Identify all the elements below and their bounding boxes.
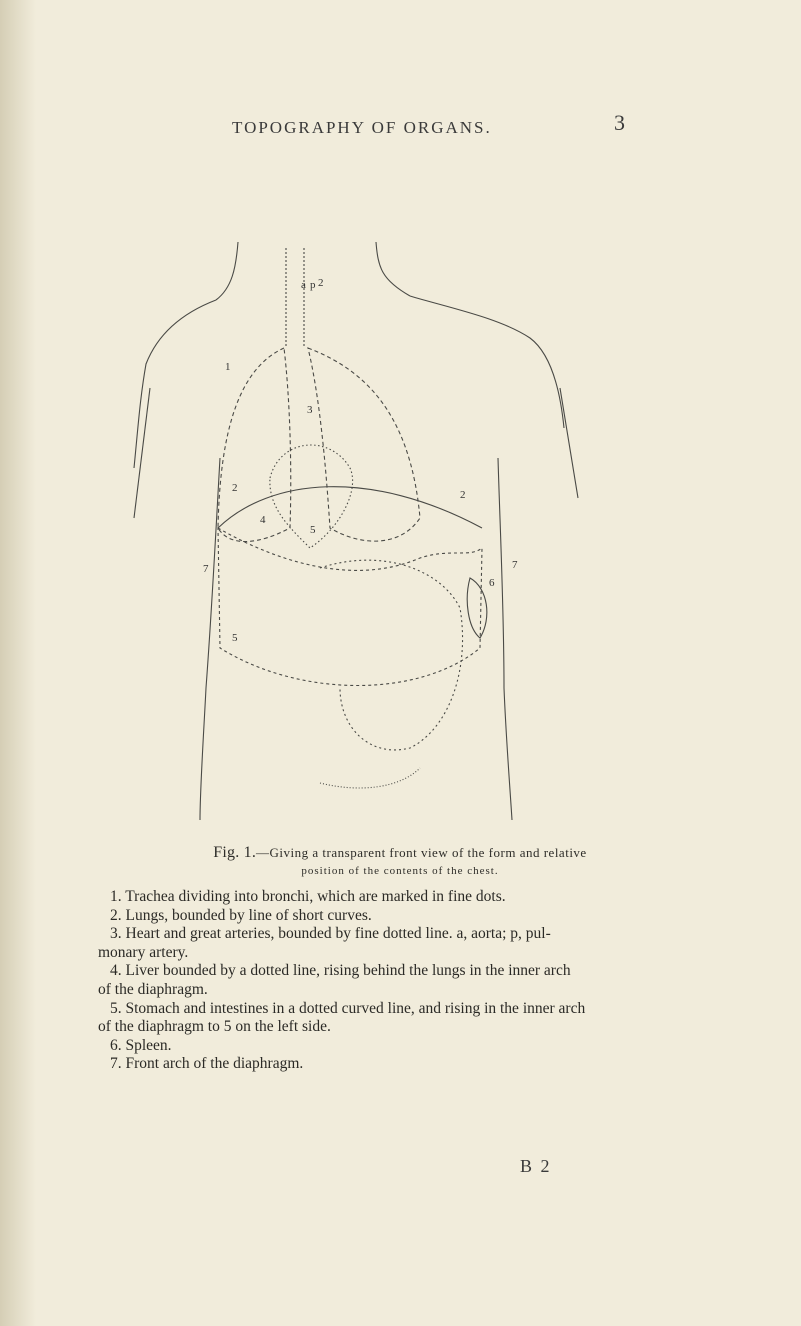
signature-mark: B 2 — [520, 1156, 552, 1176]
legend-text: Heart and great arteries, bounded by fine dotted line. a, aorta; p, pul- — [125, 925, 551, 943]
torso-illustration — [120, 228, 620, 828]
legend-item-7 — [98, 1055, 658, 1074]
liver-outline — [218, 528, 482, 686]
label-6: 6 — [489, 577, 495, 589]
label-4: 4 — [260, 514, 266, 526]
right-shoulder-outline — [410, 296, 564, 428]
label-7-right: 7 — [512, 559, 518, 571]
neck-right-outline — [376, 242, 410, 296]
label-p: p — [310, 279, 316, 291]
anatomical-figure — [120, 228, 620, 828]
diaphragm-arch — [218, 487, 482, 528]
legend-number: 7. — [110, 1055, 122, 1073]
page-edge-shadow — [0, 0, 36, 1326]
neck-left-outline — [216, 242, 238, 300]
right-arm-line — [560, 388, 578, 498]
figure-caption — [100, 844, 700, 880]
label-7-left: 7 — [203, 563, 209, 575]
left-lung-outline — [218, 348, 291, 542]
torso-left-outline — [200, 458, 220, 820]
left-arm-line — [134, 388, 150, 518]
legend-text: Liver bounded by a dotted line, rising behind the lungs in the inner arch — [125, 962, 571, 980]
torso-right-outline — [498, 458, 512, 820]
legend-item-1 — [98, 888, 658, 907]
label-a: a — [301, 279, 306, 291]
legend-item-3 — [98, 925, 658, 944]
legend-item-5-continued: of the diaphragm to 5 on the left side. — [98, 1018, 331, 1036]
label-2-top: 2 — [318, 277, 324, 289]
legend-number: 3. — [110, 925, 122, 943]
legend-text: Front arch of the diaphragm. — [125, 1055, 304, 1073]
label-1: 1 — [225, 361, 231, 373]
legend-number: 2. — [110, 906, 122, 924]
legend-item-4-continued: of the diaphragm. — [98, 980, 208, 998]
label-2-right: 2 — [460, 489, 466, 501]
legend-number: 5. — [110, 999, 122, 1017]
label-3: 3 — [307, 404, 313, 416]
legend-number: 6. — [110, 1036, 122, 1054]
legend-item-3-continued: monary artery. — [98, 943, 189, 961]
caption-line-1: —Giving a transparent front view of the form and relative — [256, 845, 587, 860]
legend-item-5 — [98, 1000, 658, 1019]
page-number: 3 — [614, 110, 625, 135]
label-5: 5 — [310, 524, 316, 536]
running-head: TOPOGRAPHY OF ORGANS. — [232, 118, 492, 137]
legend-number: 1. — [110, 888, 122, 905]
left-shoulder-outline — [134, 300, 216, 468]
spleen-outline — [467, 578, 487, 638]
legend-item-2 — [98, 907, 658, 926]
legend-list — [98, 888, 658, 1074]
legend-item-6 — [98, 1037, 658, 1056]
caption-figure-number: Fig. 1. — [213, 844, 257, 861]
trachea — [286, 248, 304, 348]
lower-abdomen-line — [320, 768, 420, 788]
legend-item-4 — [98, 962, 658, 981]
legend-number: 4. — [110, 962, 122, 980]
label-5-lower: 5 — [232, 632, 238, 644]
caption-line-2: position of the contents of the chest. — [301, 865, 499, 877]
right-lung-outline — [308, 348, 420, 541]
legend-text: Trachea dividing into bronchi, which are marked in fine dots. — [125, 888, 506, 905]
legend-text: Lungs, bounded by line of short curves. — [125, 906, 372, 924]
legend-text: Stomach and intestines in a dotted curved line, and rising in the inner arch — [125, 999, 586, 1017]
stomach-outline — [320, 560, 463, 750]
legend-text: Spleen. — [125, 1036, 172, 1054]
label-2-left: 2 — [232, 482, 238, 494]
